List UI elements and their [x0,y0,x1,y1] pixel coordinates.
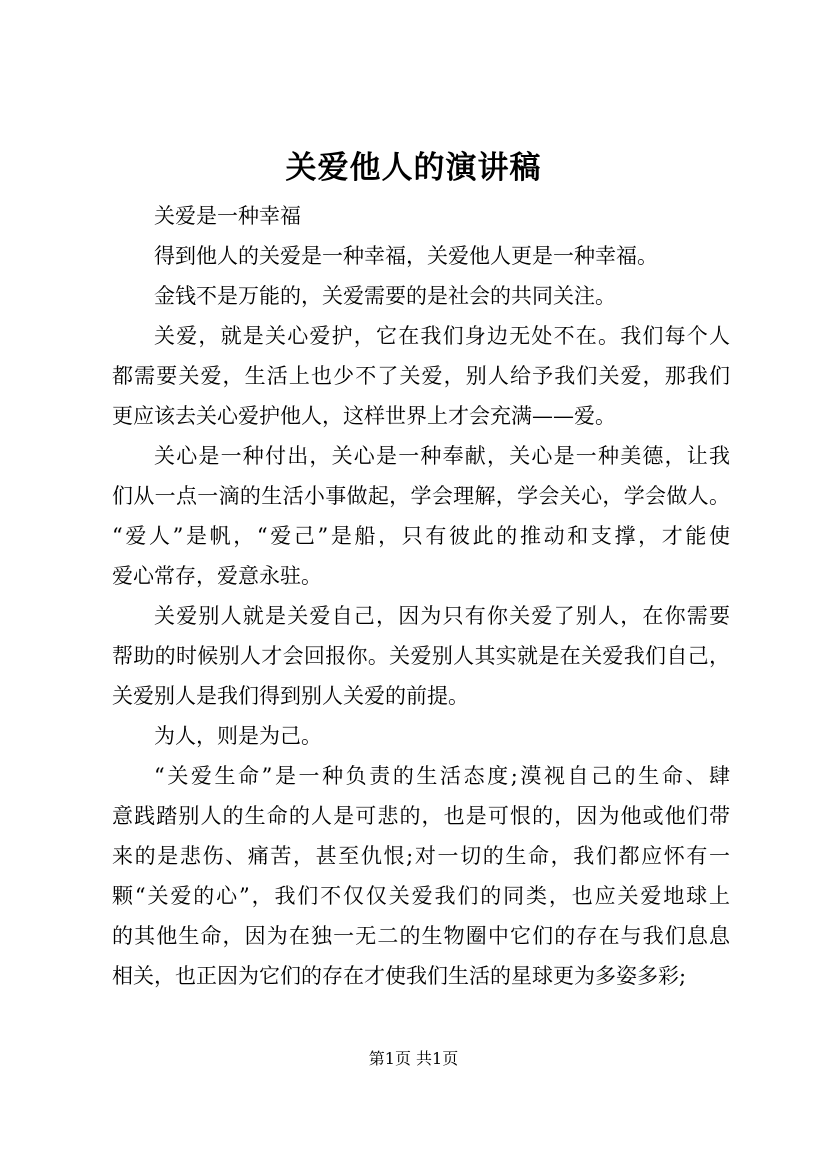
page-footer: 第1页 共1页 [368,1049,459,1068]
paragraph-line: 关爱别人就是关爱自己，因为只有你关爱了别人，在你需要 [154,604,730,628]
paragraph-line: 来的是悲伤、痛苦，甚至仇恨;对一切的生命，我们都应怀有一 [112,844,730,868]
paragraph-line: 帮助的时候别人才会回报你。关爱别人其实就是在关爱我们自己， [112,644,730,668]
document-title: 关爱他人的演讲稿 [285,150,542,186]
paragraph-line: 得到他人的关爱是一种幸福，关爱他人更是一种幸福。 [154,244,658,268]
paragraph-line: 关爱别人是我们得到别人关爱的前提。 [112,684,469,708]
paragraph-line: 的其他生命，因为在独一无二的生物圈中它们的存在与我们息息 [112,924,730,948]
paragraph-line: 们从一点一滴的生活小事做起，学会理解，学会关心，学会做人。 [112,484,730,508]
paragraph [112,196,730,236]
paragraph-line: 关爱是一种幸福 [154,204,301,228]
paragraph-line: 意践踏别人的生命的人是可悲的，也是可恨的，因为他或他们带 [112,804,730,828]
paragraph [112,716,730,756]
paragraph [112,596,730,716]
paragraph-line: 都需要关爱，生活上也少不了关爱，别人给予我们关爱，那我们 [112,364,730,388]
paragraph-line: “关爱生命”是一种负责的生活态度;漠视自己的生命、肆 [154,764,730,788]
paragraph-line: 相关，也正因为它们的存在才使我们生活的星球更为多姿多彩; [112,964,687,988]
paragraph [112,316,730,436]
paragraph [112,436,730,596]
paragraph-line: “爱人”是帆，“爱己”是船，只有彼此的推动和支撑，才能使 [112,524,730,548]
paragraph [112,276,730,316]
paragraph-line: 关心是一种付出，关心是一种奉献，关心是一种美德，让我 [154,444,730,468]
paragraph-line: 为人，则是为己。 [154,724,322,748]
paragraph-line: 关爱，就是关心爱护，它在我们身边无处不在。我们每个人 [154,324,730,348]
paragraph-line: 爱心常存，爱意永驻。 [112,564,322,588]
paragraph-line: 颗“关爱的心”，我们不仅仅关爱我们的同类，也应关爱地球上 [112,884,730,908]
paragraph-line: 金钱不是万能的，关爱需要的是社会的共同关注。 [154,284,616,308]
paragraph-line: 更应该去关心爱护他人，这样世界上才会充满——爱。 [112,404,616,428]
document-body [112,196,730,996]
paragraph [112,756,730,996]
paragraph [112,236,730,276]
